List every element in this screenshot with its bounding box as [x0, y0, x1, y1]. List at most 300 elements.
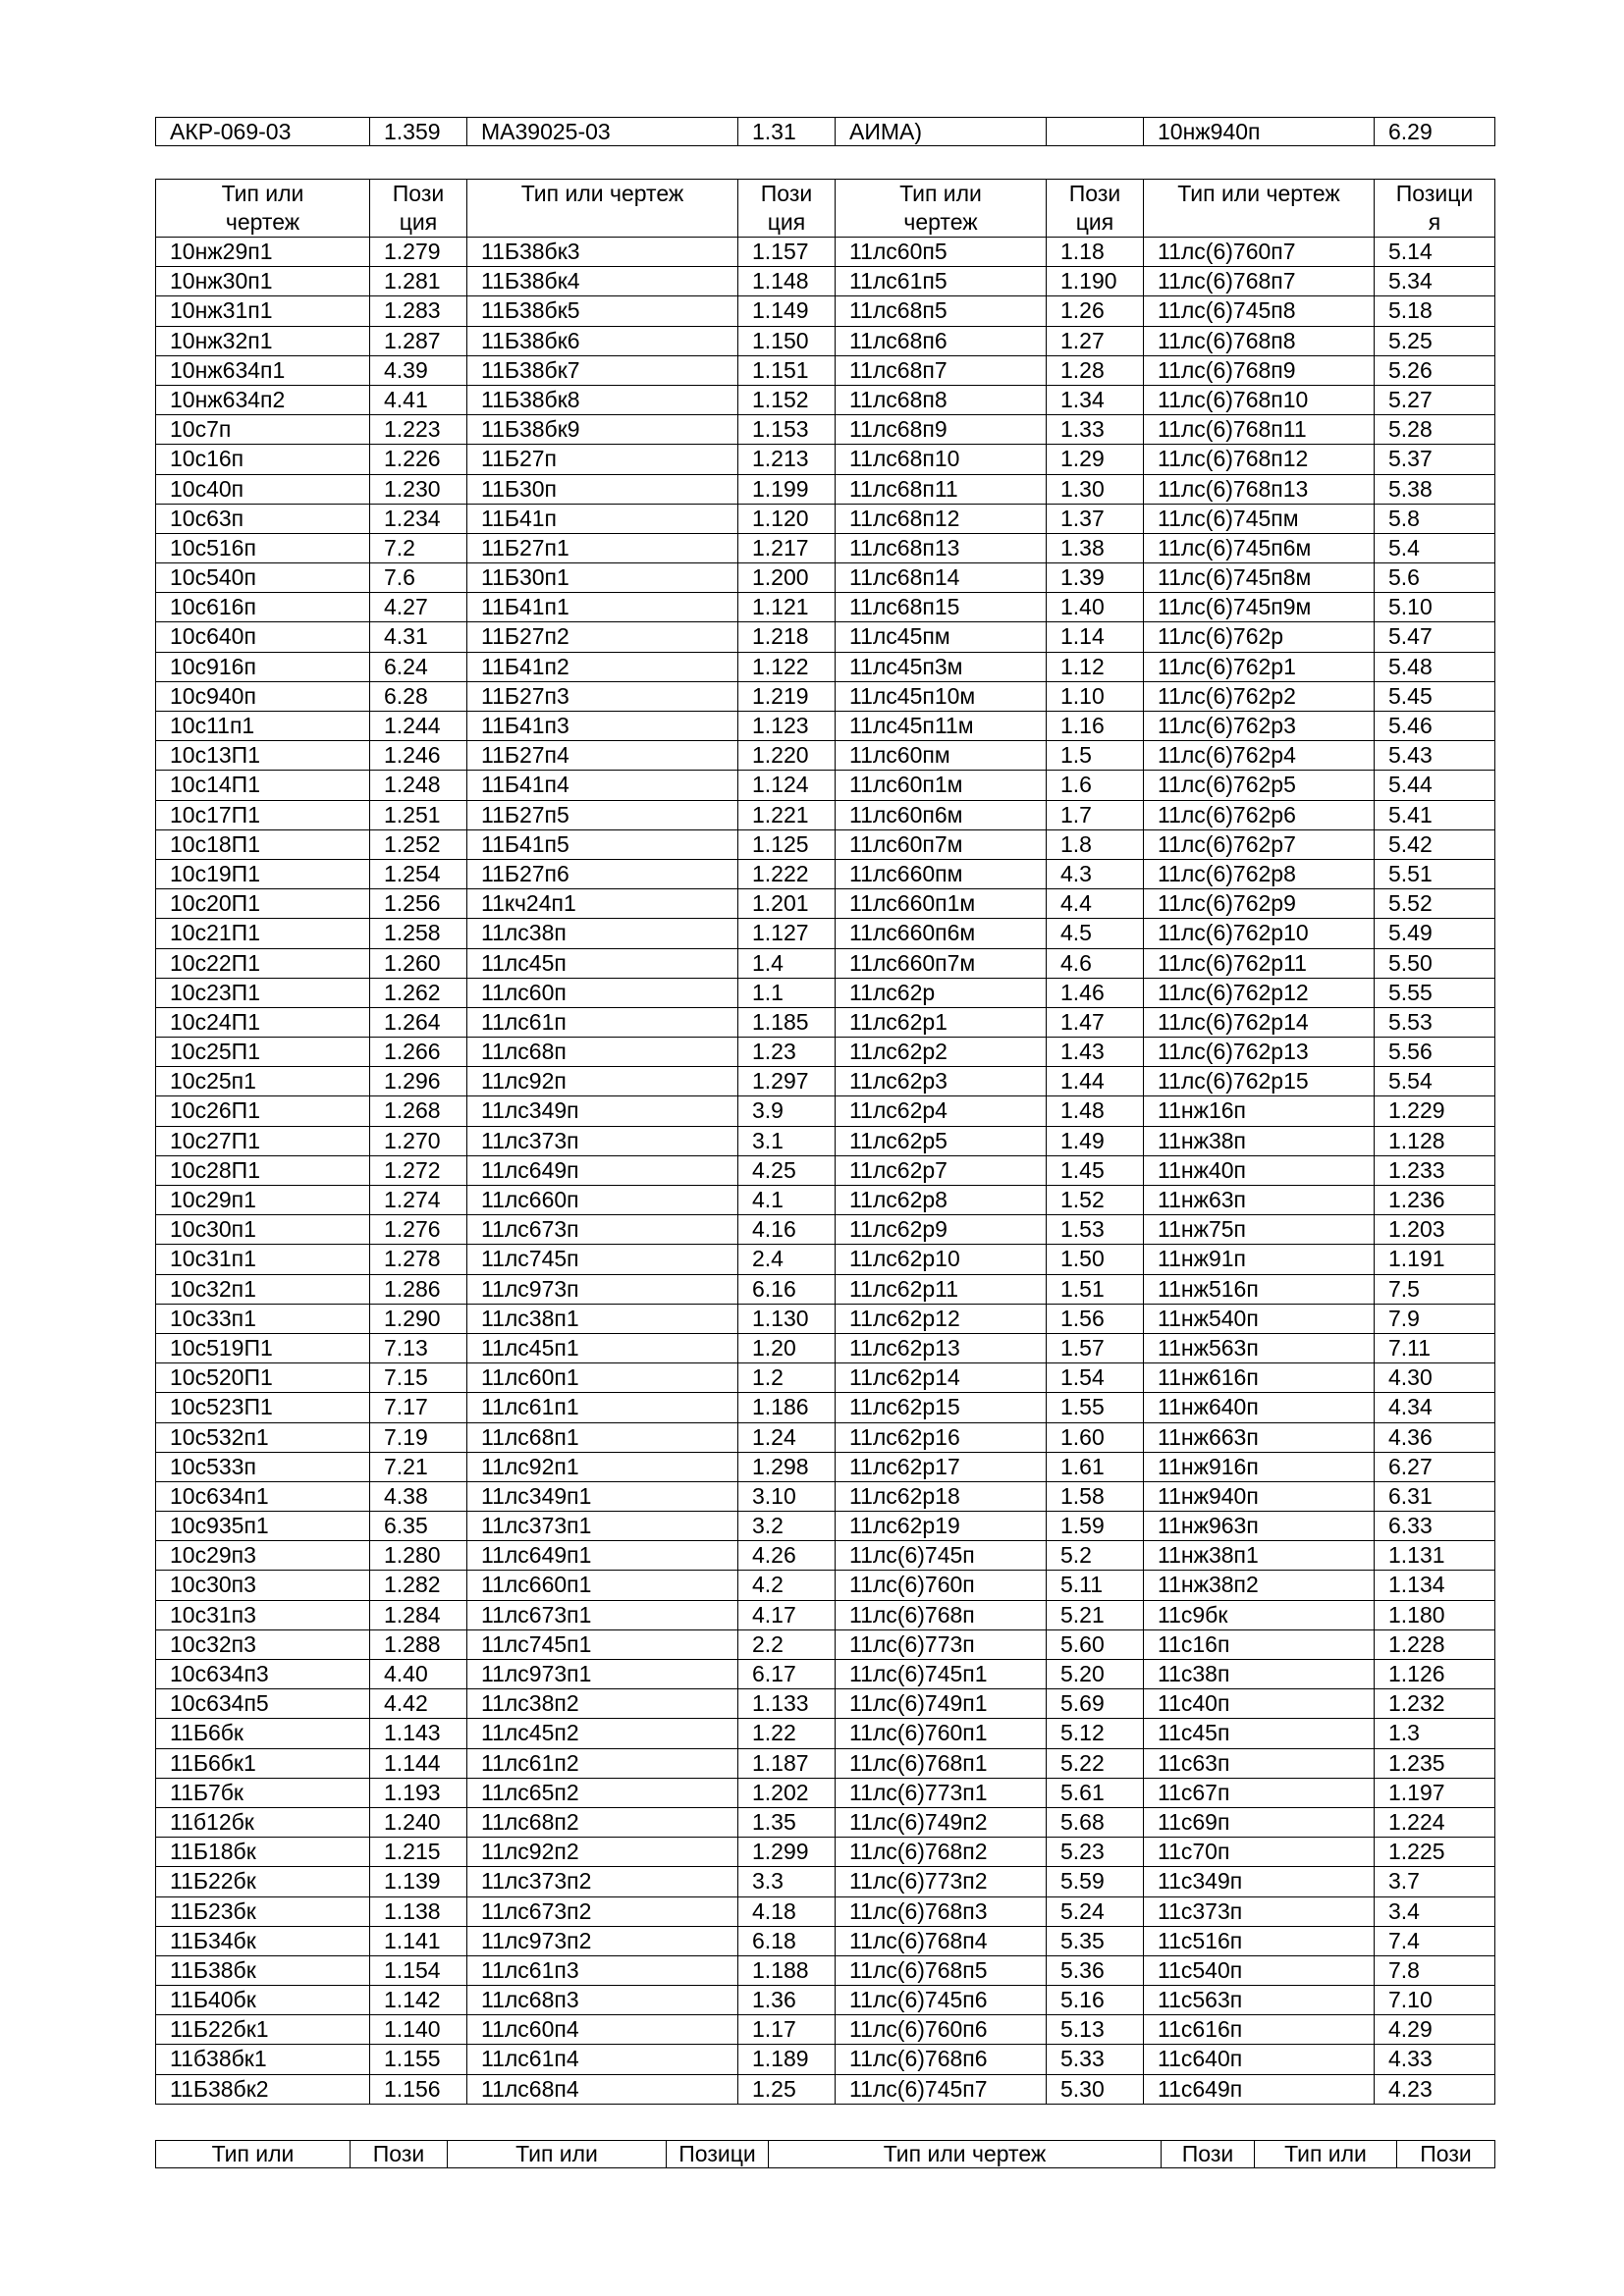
table-cell: 11Б27п6 [467, 859, 738, 888]
table-cell: 1.141 [370, 1926, 467, 1955]
table-cell: 1.218 [738, 622, 836, 652]
table-cell: 1.191 [1375, 1245, 1495, 1274]
table-cell: 11лс(6)768п6 [836, 2045, 1047, 2074]
table-cell: 1.220 [738, 741, 836, 771]
table-cell: 1.3 [1375, 1719, 1495, 1748]
table-cell: 11нж38п1 [1144, 1541, 1375, 1571]
table-cell: 10с30п1 [156, 1215, 370, 1245]
table-cell: 5.48 [1375, 652, 1495, 681]
table-cell: 1.18 [1047, 238, 1144, 267]
table-cell: 11лс62р18 [836, 1481, 1047, 1511]
table-cell: 11с63п [1144, 1748, 1375, 1778]
table-cell: 11лс(6)768п4 [836, 1926, 1047, 1955]
table-cell: 6.18 [738, 1926, 836, 1955]
table-cell: 11лс(6)762р14 [1144, 1007, 1375, 1037]
table-cell: 11лс61п4 [467, 2045, 738, 2074]
table-cell: 1.60 [1047, 1422, 1144, 1452]
table-row [156, 1838, 1495, 1867]
table-cell: 10с11п1 [156, 712, 370, 741]
table-cell: 1.200 [738, 563, 836, 593]
table-cell: 10с17П1 [156, 800, 370, 829]
table-row [156, 504, 1495, 533]
column-header [1375, 180, 1495, 238]
column-header: Пози [1397, 2141, 1495, 2168]
table-cell: 5.43 [1375, 741, 1495, 771]
table-cell: 11лс(6)768п8 [1144, 326, 1375, 355]
table-cell: 11лс(6)768п10 [1144, 385, 1375, 414]
table-cell: 5.28 [1375, 415, 1495, 445]
table-cell: 11лс(6)762р7 [1144, 829, 1375, 859]
table-cell: 10с63п [156, 504, 370, 533]
table-cell: 11с69п [1144, 1807, 1375, 1837]
table-cell: 5.23 [1047, 1838, 1144, 1867]
table-cell: 1.256 [370, 889, 467, 919]
table-cell: 11Б41п3 [467, 712, 738, 741]
table-cell: 3.7 [1375, 1867, 1495, 1896]
table-cell: 4.26 [738, 1541, 836, 1571]
table-cell: 5.60 [1047, 1629, 1144, 1659]
table-row [156, 652, 1495, 681]
table-cell: 1.224 [1375, 1807, 1495, 1837]
table-cell: 5.49 [1375, 919, 1495, 948]
table-cell: 2.4 [738, 1245, 836, 1274]
table-cell: 11Б34бк [156, 1926, 370, 1955]
table-cell: 11с616п [1144, 2015, 1375, 2045]
table-cell: 1.278 [370, 1245, 467, 1274]
table-cell: 11лс68п5 [836, 296, 1047, 326]
table-cell: 6.31 [1375, 1481, 1495, 1511]
table-cell: 11лс373п2 [467, 1867, 738, 1896]
table-cell: 1.51 [1047, 1274, 1144, 1304]
table-cell: 1.29 [1047, 445, 1144, 474]
table-cell: 4.33 [1375, 2045, 1495, 2074]
table-cell: 1.228 [1375, 1629, 1495, 1659]
table-cell: 11лс68п6 [836, 326, 1047, 355]
table-cell: 1.264 [370, 1007, 467, 1037]
table-cell: 11Б18бк [156, 1838, 370, 1867]
table-row [156, 1600, 1495, 1629]
table-cell: 1.153 [738, 415, 836, 445]
table-cell: 11нж75п [1144, 1215, 1375, 1245]
table-cell: 1.270 [370, 1126, 467, 1155]
table-cell: 1.296 [370, 1067, 467, 1096]
table-cell: 1.125 [738, 829, 836, 859]
table-cell: 5.61 [1047, 1778, 1144, 1807]
table-cell: 5.30 [1047, 2074, 1144, 2104]
table-cell: 5.36 [1047, 1955, 1144, 1985]
table-cell: 1.154 [370, 1955, 467, 1985]
table-cell: 1.49 [1047, 1126, 1144, 1155]
column-header: Тип или [1255, 2141, 1397, 2168]
table-cell: 11Б27п4 [467, 741, 738, 771]
table-cell: 1.180 [1375, 1600, 1495, 1629]
table-cell: 7.8 [1375, 1955, 1495, 1985]
table-cell: МА39025-03 [467, 118, 738, 146]
table-cell: 1.288 [370, 1629, 467, 1659]
table-cell: 1.280 [370, 1541, 467, 1571]
table-cell: 11Б27п [467, 445, 738, 474]
column-header-line: Пози [392, 181, 445, 206]
table-cell: 11лс61п3 [467, 1955, 738, 1985]
table-row [156, 2045, 1495, 2074]
table-cell: 1.130 [738, 1304, 836, 1333]
table-cell: 6.28 [370, 681, 467, 711]
table-row [156, 1186, 1495, 1215]
table-cell: 11Б38бк [156, 1955, 370, 1985]
table-row [156, 1955, 1495, 1985]
table-cell: 1.39 [1047, 563, 1144, 593]
table-cell: 1.6 [1047, 771, 1144, 800]
table-cell: 1.225 [1375, 1838, 1495, 1867]
table-row [156, 593, 1495, 622]
table-cell: 1.286 [370, 1274, 467, 1304]
table-cell: 11лс61п5 [836, 267, 1047, 296]
column-header-line: Тип или чертеж [520, 181, 684, 206]
table-cell: 11с45п [1144, 1719, 1375, 1748]
table-cell: 1.133 [738, 1689, 836, 1719]
table-cell: 7.15 [370, 1363, 467, 1393]
table-cell: 11лс(6)768п12 [1144, 445, 1375, 474]
table-cell: 1.139 [370, 1867, 467, 1896]
table-cell: 1.26 [1047, 296, 1144, 326]
table-cell: 1.155 [370, 2045, 467, 2074]
table-cell: 11лс45п10м [836, 681, 1047, 711]
table-cell: 11лс61п [467, 1007, 738, 1037]
table-cell: 1.2 [738, 1363, 836, 1393]
table-cell: 10с516п [156, 533, 370, 562]
table-cell: 10нж634п1 [156, 355, 370, 385]
table-cell: 1.298 [738, 1452, 836, 1481]
table-row [156, 296, 1495, 326]
column-header: Тип или [156, 2141, 351, 2168]
table-cell: 1.201 [738, 889, 836, 919]
table-row [156, 829, 1495, 859]
table-cell: 11лс68п12 [836, 504, 1047, 533]
table-cell: 1.248 [370, 771, 467, 800]
table-cell: 1.121 [738, 593, 836, 622]
table-cell: 4.38 [370, 1481, 467, 1511]
table-cell: 2.2 [738, 1629, 836, 1659]
table-cell: 11с649п [1144, 2074, 1375, 2104]
table-cell: 11лс38п [467, 919, 738, 948]
table-row [156, 1571, 1495, 1600]
table-cell: 1.16 [1047, 712, 1144, 741]
table-cell: 10с27П1 [156, 1126, 370, 1155]
table-cell: 11Б41п5 [467, 829, 738, 859]
table-cell: 1.142 [370, 1986, 467, 2015]
table-row [156, 533, 1495, 562]
table-cell: 11лс60п7м [836, 829, 1047, 859]
table-cell: 6.17 [738, 1660, 836, 1689]
table-row [156, 415, 1495, 445]
table-cell: 11лс(6)768п2 [836, 1838, 1047, 1867]
table-cell: 1.35 [738, 1807, 836, 1837]
table-cell: 7.5 [1375, 1274, 1495, 1304]
table-cell: 11лс62р2 [836, 1038, 1047, 1067]
table-cell: 7.21 [370, 1452, 467, 1481]
table-cell: 11лс68п9 [836, 415, 1047, 445]
table-cell: 1.232 [1375, 1689, 1495, 1719]
column-header-line: Пози [760, 181, 813, 206]
table-cell: 1.193 [370, 1778, 467, 1807]
table-cell: 4.17 [738, 1600, 836, 1629]
table-cell: 11Б22бк1 [156, 2015, 370, 2045]
table-cell: 1.284 [370, 1600, 467, 1629]
table-cell: 4.27 [370, 593, 467, 622]
table-cell: 11лс68п4 [467, 2074, 738, 2104]
table-cell: 1.229 [1375, 1096, 1495, 1126]
table-cell: 10с25П1 [156, 1038, 370, 1067]
table-cell: 11лс(6)768п9 [1144, 355, 1375, 385]
table-cell: 1.55 [1047, 1393, 1144, 1422]
table-cell: 4.39 [370, 355, 467, 385]
table-cell: 11лс68п1 [467, 1422, 738, 1452]
table-cell: 11лс60п [467, 978, 738, 1007]
table-cell: 11лс(6)745п [836, 1541, 1047, 1571]
table-cell: 7.9 [1375, 1304, 1495, 1333]
table-row [156, 741, 1495, 771]
table-cell: 1.126 [1375, 1660, 1495, 1689]
table-cell: 11с9бк [1144, 1600, 1375, 1629]
table-cell: 1.202 [738, 1778, 836, 1807]
column-header-line: Тип или чертеж [1177, 181, 1340, 206]
table-cell [1047, 118, 1144, 146]
table-cell: 1.57 [1047, 1333, 1144, 1362]
table-cell: 10с19П1 [156, 859, 370, 888]
table-cell: 10с7п [156, 415, 370, 445]
table-row [156, 889, 1495, 919]
table-cell: 11лс62р15 [836, 1393, 1047, 1422]
table-cell: 6.27 [1375, 1452, 1495, 1481]
table-cell: 11лс349п [467, 1096, 738, 1126]
table-cell: 5.6 [1375, 563, 1495, 593]
table-cell: 11лс673п [467, 1215, 738, 1245]
table-cell: 1.138 [370, 1896, 467, 1926]
table-cell: 10с533п [156, 1452, 370, 1481]
table-cell: 11лс68п [467, 1038, 738, 1067]
table-cell: 11Б41п4 [467, 771, 738, 800]
table-row [156, 1629, 1495, 1659]
table-cell: 1.10 [1047, 681, 1144, 711]
table-cell: 1.258 [370, 919, 467, 948]
table-cell: 1.282 [370, 1571, 467, 1600]
table-cell: 1.281 [370, 267, 467, 296]
table-row [156, 978, 1495, 1007]
table-cell: 1.22 [738, 1719, 836, 1748]
table-row [156, 563, 1495, 593]
table-cell: 1.120 [738, 504, 836, 533]
column-header [156, 180, 370, 238]
table-cell: 10нж634п2 [156, 385, 370, 414]
table-cell: 11лс62р17 [836, 1452, 1047, 1481]
table-cell: 11лс660п1м [836, 889, 1047, 919]
table-cell: 10с26П1 [156, 1096, 370, 1126]
table-cell: 1.213 [738, 445, 836, 474]
table-cell: 11лс(6)768п11 [1144, 415, 1375, 445]
table-row [156, 1748, 1495, 1778]
table-cell: 1.59 [1047, 1512, 1144, 1541]
table-cell: 11лс673п2 [467, 1896, 738, 1926]
column-header: Пози [351, 2141, 448, 2168]
table-cell: 1.46 [1047, 978, 1144, 1007]
table-cell: 11лс(6)762р6 [1144, 800, 1375, 829]
table-cell: 1.48 [1047, 1096, 1144, 1126]
table-cell: 5.18 [1375, 296, 1495, 326]
table-cell: 10с13П1 [156, 741, 370, 771]
table-cell: 11лс(6)768п7 [1144, 267, 1375, 296]
table-cell: 5.16 [1047, 1986, 1144, 2015]
table-header-row [156, 180, 1495, 238]
table-cell: 5.11 [1047, 1571, 1144, 1600]
table-cell: 4.18 [738, 1896, 836, 1926]
table-cell: 11Б38бк8 [467, 385, 738, 414]
table-cell: 10с23П1 [156, 978, 370, 1007]
table-cell: 5.41 [1375, 800, 1495, 829]
table-row [156, 445, 1495, 474]
table-cell: 11лс(6)773п [836, 1629, 1047, 1659]
column-header-line: чертеж [225, 209, 300, 235]
table-cell: 11лс62р5 [836, 1126, 1047, 1155]
table-cell: 10с634п3 [156, 1660, 370, 1689]
table-cell: 1.148 [738, 267, 836, 296]
table-cell: 11лс62р8 [836, 1186, 1047, 1215]
table-cell: 11лс973п [467, 1274, 738, 1304]
table-cell: 1.152 [738, 385, 836, 414]
table-cell: 1.233 [1375, 1155, 1495, 1185]
table-cell: 4.3 [1047, 859, 1144, 888]
table-cell: 5.4 [1375, 533, 1495, 562]
table-cell: 4.40 [370, 1660, 467, 1689]
table-row [156, 1096, 1495, 1126]
table-cell: 5.14 [1375, 238, 1495, 267]
table-cell: 10с634п5 [156, 1689, 370, 1719]
table-cell: 1.28 [1047, 355, 1144, 385]
table-cell: 7.11 [1375, 1333, 1495, 1362]
table-cell: 4.5 [1047, 919, 1144, 948]
table-cell: 5.13 [1047, 2015, 1144, 2045]
table-cell: 10с14П1 [156, 771, 370, 800]
table-cell: 1.58 [1047, 1481, 1144, 1511]
table-cell: 11лс(6)762р13 [1144, 1038, 1375, 1067]
table-cell: 1.203 [1375, 1215, 1495, 1245]
table-cell: 1.54 [1047, 1363, 1144, 1393]
table-cell: 5.54 [1375, 1067, 1495, 1096]
column-header-line: чертеж [903, 209, 978, 235]
table-cell: 11нж563п [1144, 1333, 1375, 1362]
table-cell: 1.5 [1047, 741, 1144, 771]
table-cell: 11Б6бк [156, 1719, 370, 1748]
table-cell: 1.251 [370, 800, 467, 829]
table-cell: 5.44 [1375, 771, 1495, 800]
table-cell: 11лс(6)749п1 [836, 1689, 1047, 1719]
table-cell: 11лс68п8 [836, 385, 1047, 414]
table-cell: 11нж963п [1144, 1512, 1375, 1541]
table-cell: 3.9 [738, 1096, 836, 1126]
table-cell: 11лс45п2 [467, 1719, 738, 1748]
table-cell: 11лс(6)745п6м [1144, 533, 1375, 562]
table-cell: 3.10 [738, 1481, 836, 1511]
table-cell: 11лс62р11 [836, 1274, 1047, 1304]
table-row [156, 1867, 1495, 1896]
table-cell: 11лс68п2 [467, 1807, 738, 1837]
table-cell: 1.268 [370, 1096, 467, 1126]
table-cell: 10с916п [156, 652, 370, 681]
table-cell: 10с22П1 [156, 948, 370, 978]
table-cell: АИМА) [836, 118, 1047, 146]
table-cell: 1.223 [370, 415, 467, 445]
table-cell: 11Б27п5 [467, 800, 738, 829]
table-cell: 1.24 [738, 1422, 836, 1452]
table-cell: 11лс(6)745пм [1144, 504, 1375, 533]
table-cell: 11нж40п [1144, 1155, 1375, 1185]
table-cell: 10с21П1 [156, 919, 370, 948]
column-header: Позици [667, 2141, 769, 2168]
table-row [156, 1452, 1495, 1481]
table-cell: 1.124 [738, 771, 836, 800]
table-cell: 11лс61п2 [467, 1748, 738, 1778]
table-cell: 11лс60п6м [836, 800, 1047, 829]
table-row [156, 800, 1495, 829]
table-row [156, 2015, 1495, 2045]
table-cell: 10с20П1 [156, 889, 370, 919]
table-cell: 11нж663п [1144, 1422, 1375, 1452]
table-cell: 1.143 [370, 1719, 467, 1748]
table-row [156, 1007, 1495, 1037]
table-cell: 11с563п [1144, 1986, 1375, 2015]
table-cell: 5.25 [1375, 326, 1495, 355]
table-cell: 1.131 [1375, 1541, 1495, 1571]
table-cell: 1.274 [370, 1186, 467, 1215]
table-cell: 11Б41п [467, 504, 738, 533]
table-cell: 10с32п3 [156, 1629, 370, 1659]
column-header-line: Позици [1395, 181, 1474, 206]
table-cell: 1.34 [1047, 385, 1144, 414]
table-cell: 6.24 [370, 652, 467, 681]
table-cell: 4.23 [1375, 2074, 1495, 2104]
table-cell: 1.14 [1047, 622, 1144, 652]
table-cell: 11с70п [1144, 1838, 1375, 1867]
table-cell: 11лс60п5 [836, 238, 1047, 267]
table-cell: 5.2 [1047, 1541, 1144, 1571]
table-cell: 10нж32п1 [156, 326, 370, 355]
table-row [156, 1215, 1495, 1245]
table-cell: 11лс62р14 [836, 1363, 1047, 1393]
table-row [156, 1038, 1495, 1067]
table-cell: 11лс62р7 [836, 1155, 1047, 1185]
table-cell: 11лс60п1м [836, 771, 1047, 800]
table-cell: 5.38 [1375, 474, 1495, 504]
column-header [467, 180, 738, 238]
table-cell: 5.50 [1375, 948, 1495, 978]
table-cell: 11нж616п [1144, 1363, 1375, 1393]
table-cell: 10с29п3 [156, 1541, 370, 1571]
table-cell: 7.19 [370, 1422, 467, 1452]
table-row [156, 1986, 1495, 2015]
table-cell: 5.20 [1047, 1660, 1144, 1689]
table-cell: 11Б27п2 [467, 622, 738, 652]
table-cell: 1.38 [1047, 533, 1144, 562]
table-cell: 10с31п3 [156, 1600, 370, 1629]
table-cell: 1.56 [1047, 1304, 1144, 1333]
table-cell: 11с516п [1144, 1926, 1375, 1955]
table-cell: 11лс649п [467, 1155, 738, 1185]
table-row [156, 948, 1495, 978]
table-cell: 10с28П1 [156, 1155, 370, 1185]
table-cell: 11с16п [1144, 1629, 1375, 1659]
table-cell: АКР-069-03 [156, 118, 370, 146]
table-cell: 1.297 [738, 1067, 836, 1096]
table-row [156, 1512, 1495, 1541]
